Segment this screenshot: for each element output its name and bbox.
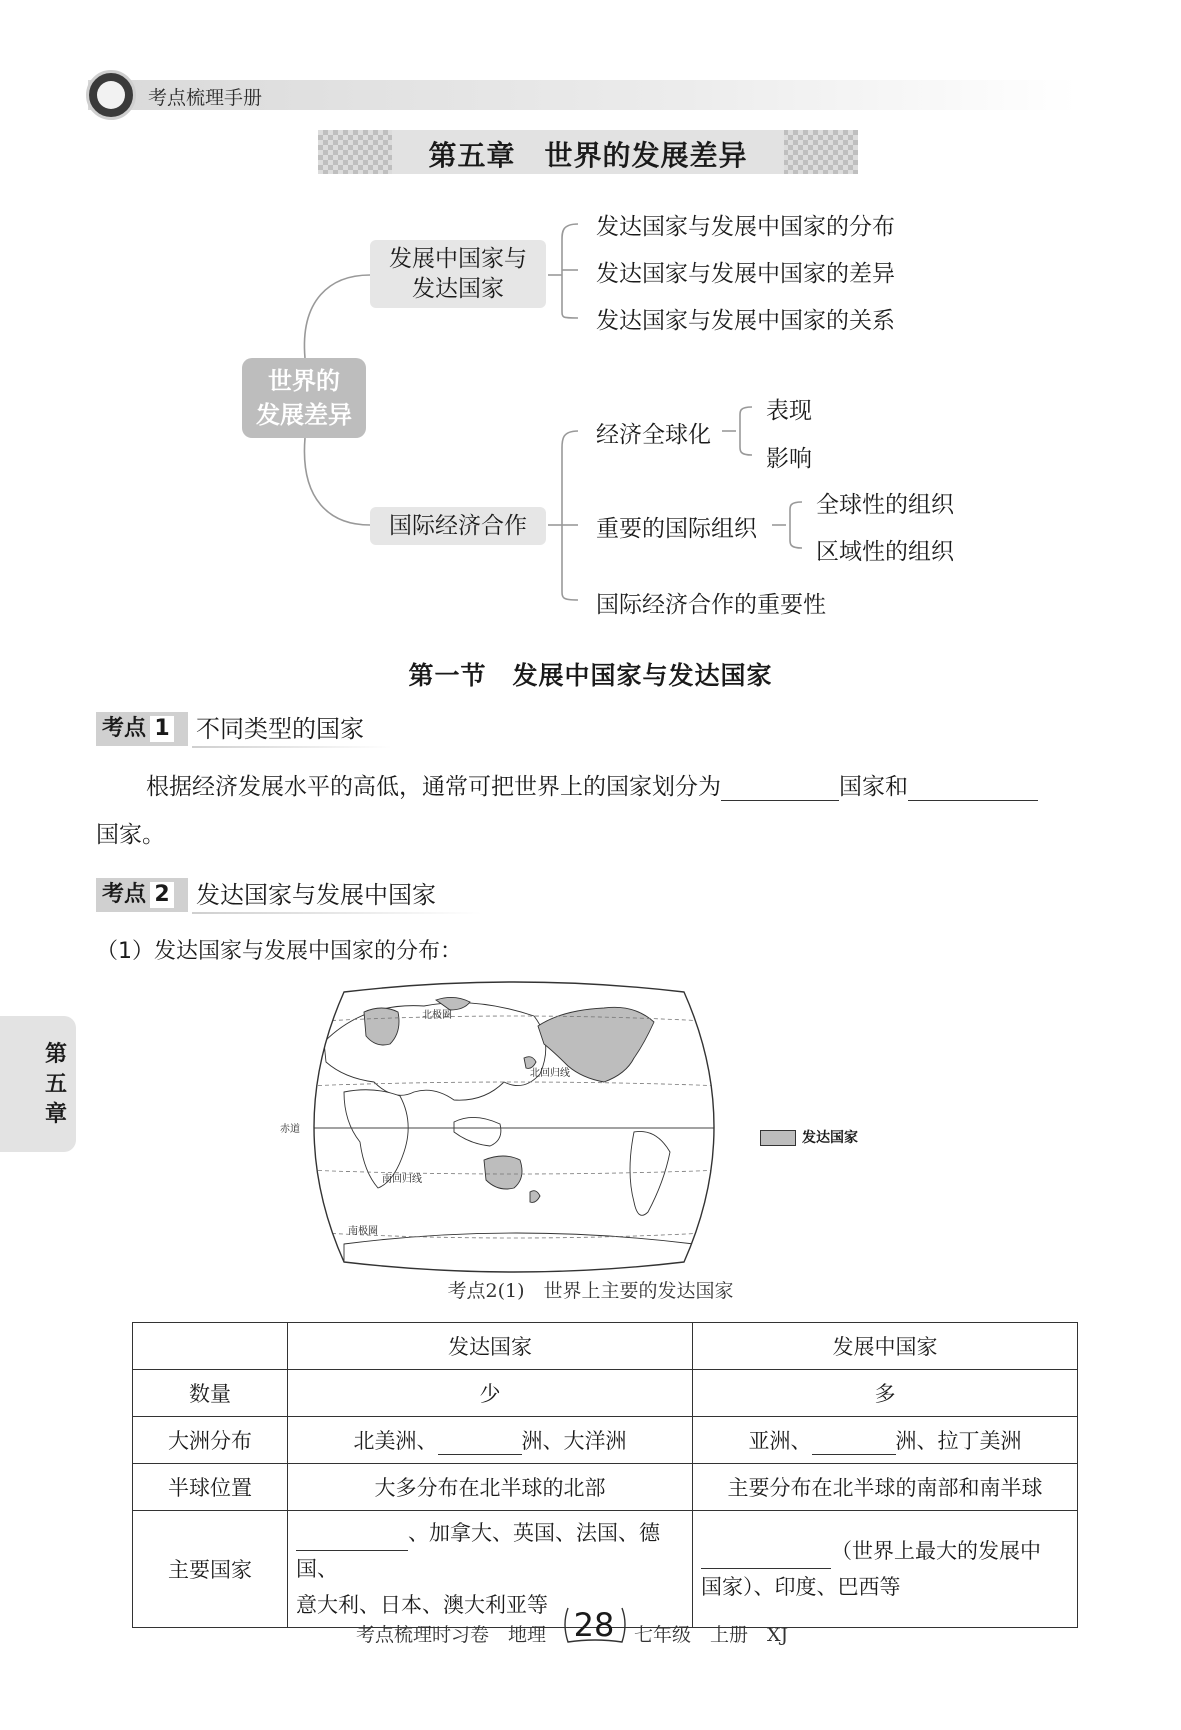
mindmap-item-distribution: 发达国家与发展中国家的分布 [596,214,895,240]
comparison-table [132,1322,1078,1628]
footer-right: 七年级 上册 XJ [634,1624,789,1646]
europe-developed-shape [364,1008,399,1045]
kaodian-1-text-b: 国家和 [839,774,908,800]
branch1-line2: 发达国家 [412,276,504,302]
footer-left: 考点梳理时习卷 地理 [356,1624,547,1646]
cell-text: 北美洲、 [353,1429,438,1453]
kaodian-1-text [146,768,1038,801]
cell [693,1511,1078,1628]
mindmap-branch-developing-developed [370,240,546,308]
cell: 少 [288,1370,693,1417]
fill-blank[interactable] [812,1432,896,1455]
cell-text: （世界上最大的发展中 [831,1539,1041,1563]
page-number: 28 [573,1606,615,1644]
kaodian-2-sub1: （1）发达国家与发展中国家的分布： [96,939,462,964]
table-header-developing: 发展中国家 [693,1323,1078,1370]
cell-text: 洲、拉丁美洲 [895,1429,1022,1453]
mindmap-item-impact: 影响 [766,446,812,472]
kaodian-label: 考点 [102,716,147,741]
mindmap-item-relation: 发达国家与发展中国家的关系 [596,308,895,334]
kaodian-1-text-end: 国家。 [96,822,165,848]
table-row [133,1417,1078,1464]
table-header-developed: 发达国家 [288,1323,693,1370]
cell-text: 、加拿大、英国、法国、德国、 [296,1521,660,1581]
table-row [133,1370,1078,1417]
cell-text: 亚洲、 [748,1429,812,1453]
antarctica-shape [344,1233,694,1282]
kaodian-number: 2 [150,882,174,908]
world-map [280,982,724,1272]
kaodian-number: 1 [150,716,174,742]
mindmap-item-organizations: 重要的国际组织 [596,516,757,542]
fill-blank[interactable] [296,1528,408,1551]
mindmap-root-line1: 世界的 [268,367,340,395]
side-char: 第 [44,1042,67,1067]
map-label-cancer: 北回归线 [530,1068,570,1079]
row-label: 半球位置 [133,1464,288,1511]
row-label: 主要国家 [133,1511,288,1628]
chapter-title: 第五章 世界的发展差异 [428,139,748,172]
cell [288,1417,693,1464]
map-label-antarctic: 南极圈 [348,1226,378,1237]
map-label-arctic: 北极圈 [422,1010,452,1021]
kaodian-title: 不同类型的国家 [196,715,364,743]
fill-blank[interactable] [721,774,839,801]
fill-blank[interactable] [438,1432,522,1455]
mindmap-branch-cooperation: 国际经济合作 [370,507,546,545]
cell-text: 洲、大洋洲 [521,1429,627,1453]
side-char: 五 [44,1072,67,1097]
map-caption: 考点2(1) 世界上主要的发达国家 [447,1280,734,1302]
branch1-line1: 发展中国家与 [389,246,527,272]
header-title: 考点梳理手册 [148,87,263,109]
fill-blank[interactable] [908,774,1038,801]
chapter-side-tab-label [44,1040,68,1130]
table-header-empty [133,1323,288,1370]
mindmap-connectors [0,0,1181,640]
mindmap-root [242,358,366,438]
mindmap-item-manifestation: 表现 [766,398,812,424]
cell [693,1417,1078,1464]
mindmap-item-globalization: 经济全球化 [596,422,711,448]
cell: 大多分布在北半球的北部 [288,1464,693,1511]
row-label: 大洲分布 [133,1417,288,1464]
mindmap-item-global-orgs: 全球性的组织 [816,492,954,518]
cell: 主要分布在北半球的南部和南半球 [693,1464,1078,1511]
kaodian-1-heading [96,712,396,746]
kaodian-1-text-a: 根据经济发展水平的高低，通常可把世界上的国家划分为 [146,774,721,800]
mindmap-item-difference: 发达国家与发展中国家的差异 [596,261,895,287]
table-row [133,1464,1078,1511]
map-legend-swatch [760,1130,796,1146]
side-char: 章 [44,1102,67,1127]
cell [288,1511,693,1628]
mindmap-item-regional-orgs: 区域性的组织 [816,539,954,565]
kaodian-label: 考点 [102,882,147,907]
map-legend-label: 发达国家 [802,1130,858,1146]
fill-blank[interactable] [701,1546,831,1569]
section-title: 第一节 发展中国家与发达国家 [408,661,773,690]
map-label-equator: 赤道 [280,1124,300,1135]
cell-text: 国家）、印度、巴西等 [701,1575,901,1599]
row-label: 数量 [133,1370,288,1417]
mindmap-root-line2: 发展差异 [256,401,352,429]
cell: 多 [693,1370,1078,1417]
map-label-capricorn: 南回归线 [382,1174,422,1185]
kaodian-2-heading [96,878,486,912]
mindmap-item-importance: 国际经济合作的重要性 [596,592,826,618]
table-row [133,1323,1078,1370]
cell-text: 意大利、日本、澳大利亚等 [296,1593,548,1617]
kaodian-title: 发达国家与发展中国家 [196,881,436,909]
